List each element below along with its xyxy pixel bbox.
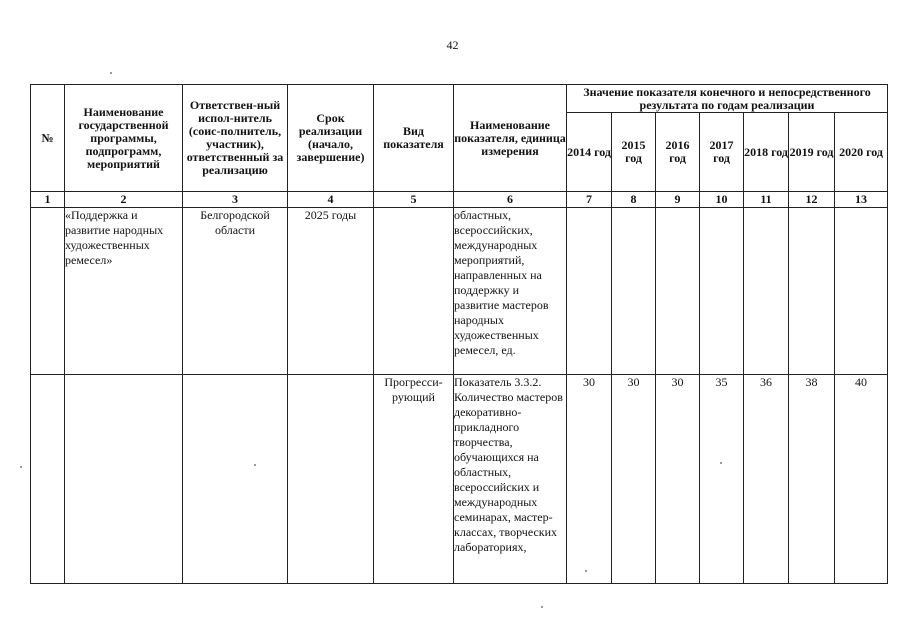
column-number: 9: [656, 192, 700, 208]
value-cell: [789, 208, 835, 375]
value-cell: 35: [700, 375, 744, 584]
period-cell: [288, 375, 374, 584]
value-cell: 30: [567, 375, 612, 584]
header-year: 2017 год: [700, 113, 744, 192]
column-number: 3: [183, 192, 288, 208]
header-indicator-name: Наименование показателя, единица измерения: [454, 85, 567, 192]
scan-speck: [585, 570, 587, 572]
value-cell: [656, 208, 700, 375]
indicator-name-cell: областных, всероссийских, международных мероприятий, направленных на поддержку и развитие мастеров народных художественных ремесел, ед.: [454, 208, 567, 375]
scan-speck: [254, 464, 256, 466]
value-cell: 36: [744, 375, 789, 584]
column-number: 11: [744, 192, 789, 208]
value-cell: 30: [612, 375, 656, 584]
page-number: 42: [446, 38, 459, 52]
header-years-group: Значение показателя конечного и непосредственного результата по годам реализации: [567, 85, 888, 113]
column-number: 2: [65, 192, 183, 208]
column-number: 13: [835, 192, 888, 208]
column-number: 4: [288, 192, 374, 208]
value-cell: [744, 208, 789, 375]
column-numbers-row: [31, 192, 888, 208]
table-row: [31, 375, 888, 584]
column-number: 8: [612, 192, 656, 208]
value-cell: 38: [789, 375, 835, 584]
column-number: 10: [700, 192, 744, 208]
header-program-name: Наименование государственной программы, подпрограмм, мероприятий: [65, 85, 183, 192]
header-year: 2014 год: [567, 113, 612, 192]
header-executor: Ответствен-ный испол-нитель (соис-полнитель, участник), ответственный за реализацию: [183, 85, 288, 192]
header-year: 2018 год: [744, 113, 789, 192]
header-year: 2015 год: [612, 113, 656, 192]
column-number: 1: [31, 192, 65, 208]
header-year: 2020 год: [835, 113, 888, 192]
header-period: Срок реализации (начало, завершение): [288, 85, 374, 192]
period-cell: 2025 годы: [288, 208, 374, 375]
value-cell: [567, 208, 612, 375]
executor-cell: Белгородской области: [183, 208, 288, 375]
scan-speck: [541, 606, 543, 608]
header-year: 2016 год: [656, 113, 700, 192]
value-cell: 40: [835, 375, 888, 584]
value-cell: [835, 208, 888, 375]
column-number: 12: [789, 192, 835, 208]
program-name-cell: [65, 375, 183, 584]
scan-speck: [720, 462, 722, 464]
row-number-cell: [31, 375, 65, 584]
value-cell: [700, 208, 744, 375]
column-number: 6: [454, 192, 567, 208]
column-number: 7: [567, 192, 612, 208]
indicator-type-cell: [374, 208, 454, 375]
header-number: №: [31, 85, 65, 192]
value-cell: 30: [656, 375, 700, 584]
scan-speck: [20, 466, 22, 468]
value-cell: [612, 208, 656, 375]
executor-cell: [183, 375, 288, 584]
indicator-type-cell: Прогресси-рующий: [374, 375, 454, 584]
indicator-name-cell: Показатель 3.3.2. Количество мастеров декоративно-прикладного творчества, обучающихся на областных, всероссийских и международных семинарах, мастер-классах, творческих лабораториях,: [454, 375, 567, 584]
row-number-cell: [31, 208, 65, 375]
column-number: 5: [374, 192, 454, 208]
program-name-cell: «Поддержка и развитие народных художественных ремесел»: [65, 208, 183, 375]
header-indicator-type: Вид показателя: [374, 85, 454, 192]
header-year: 2019 год: [789, 113, 835, 192]
scan-speck: [110, 72, 112, 74]
table-row: [31, 208, 888, 375]
indicator-table: [30, 84, 888, 584]
